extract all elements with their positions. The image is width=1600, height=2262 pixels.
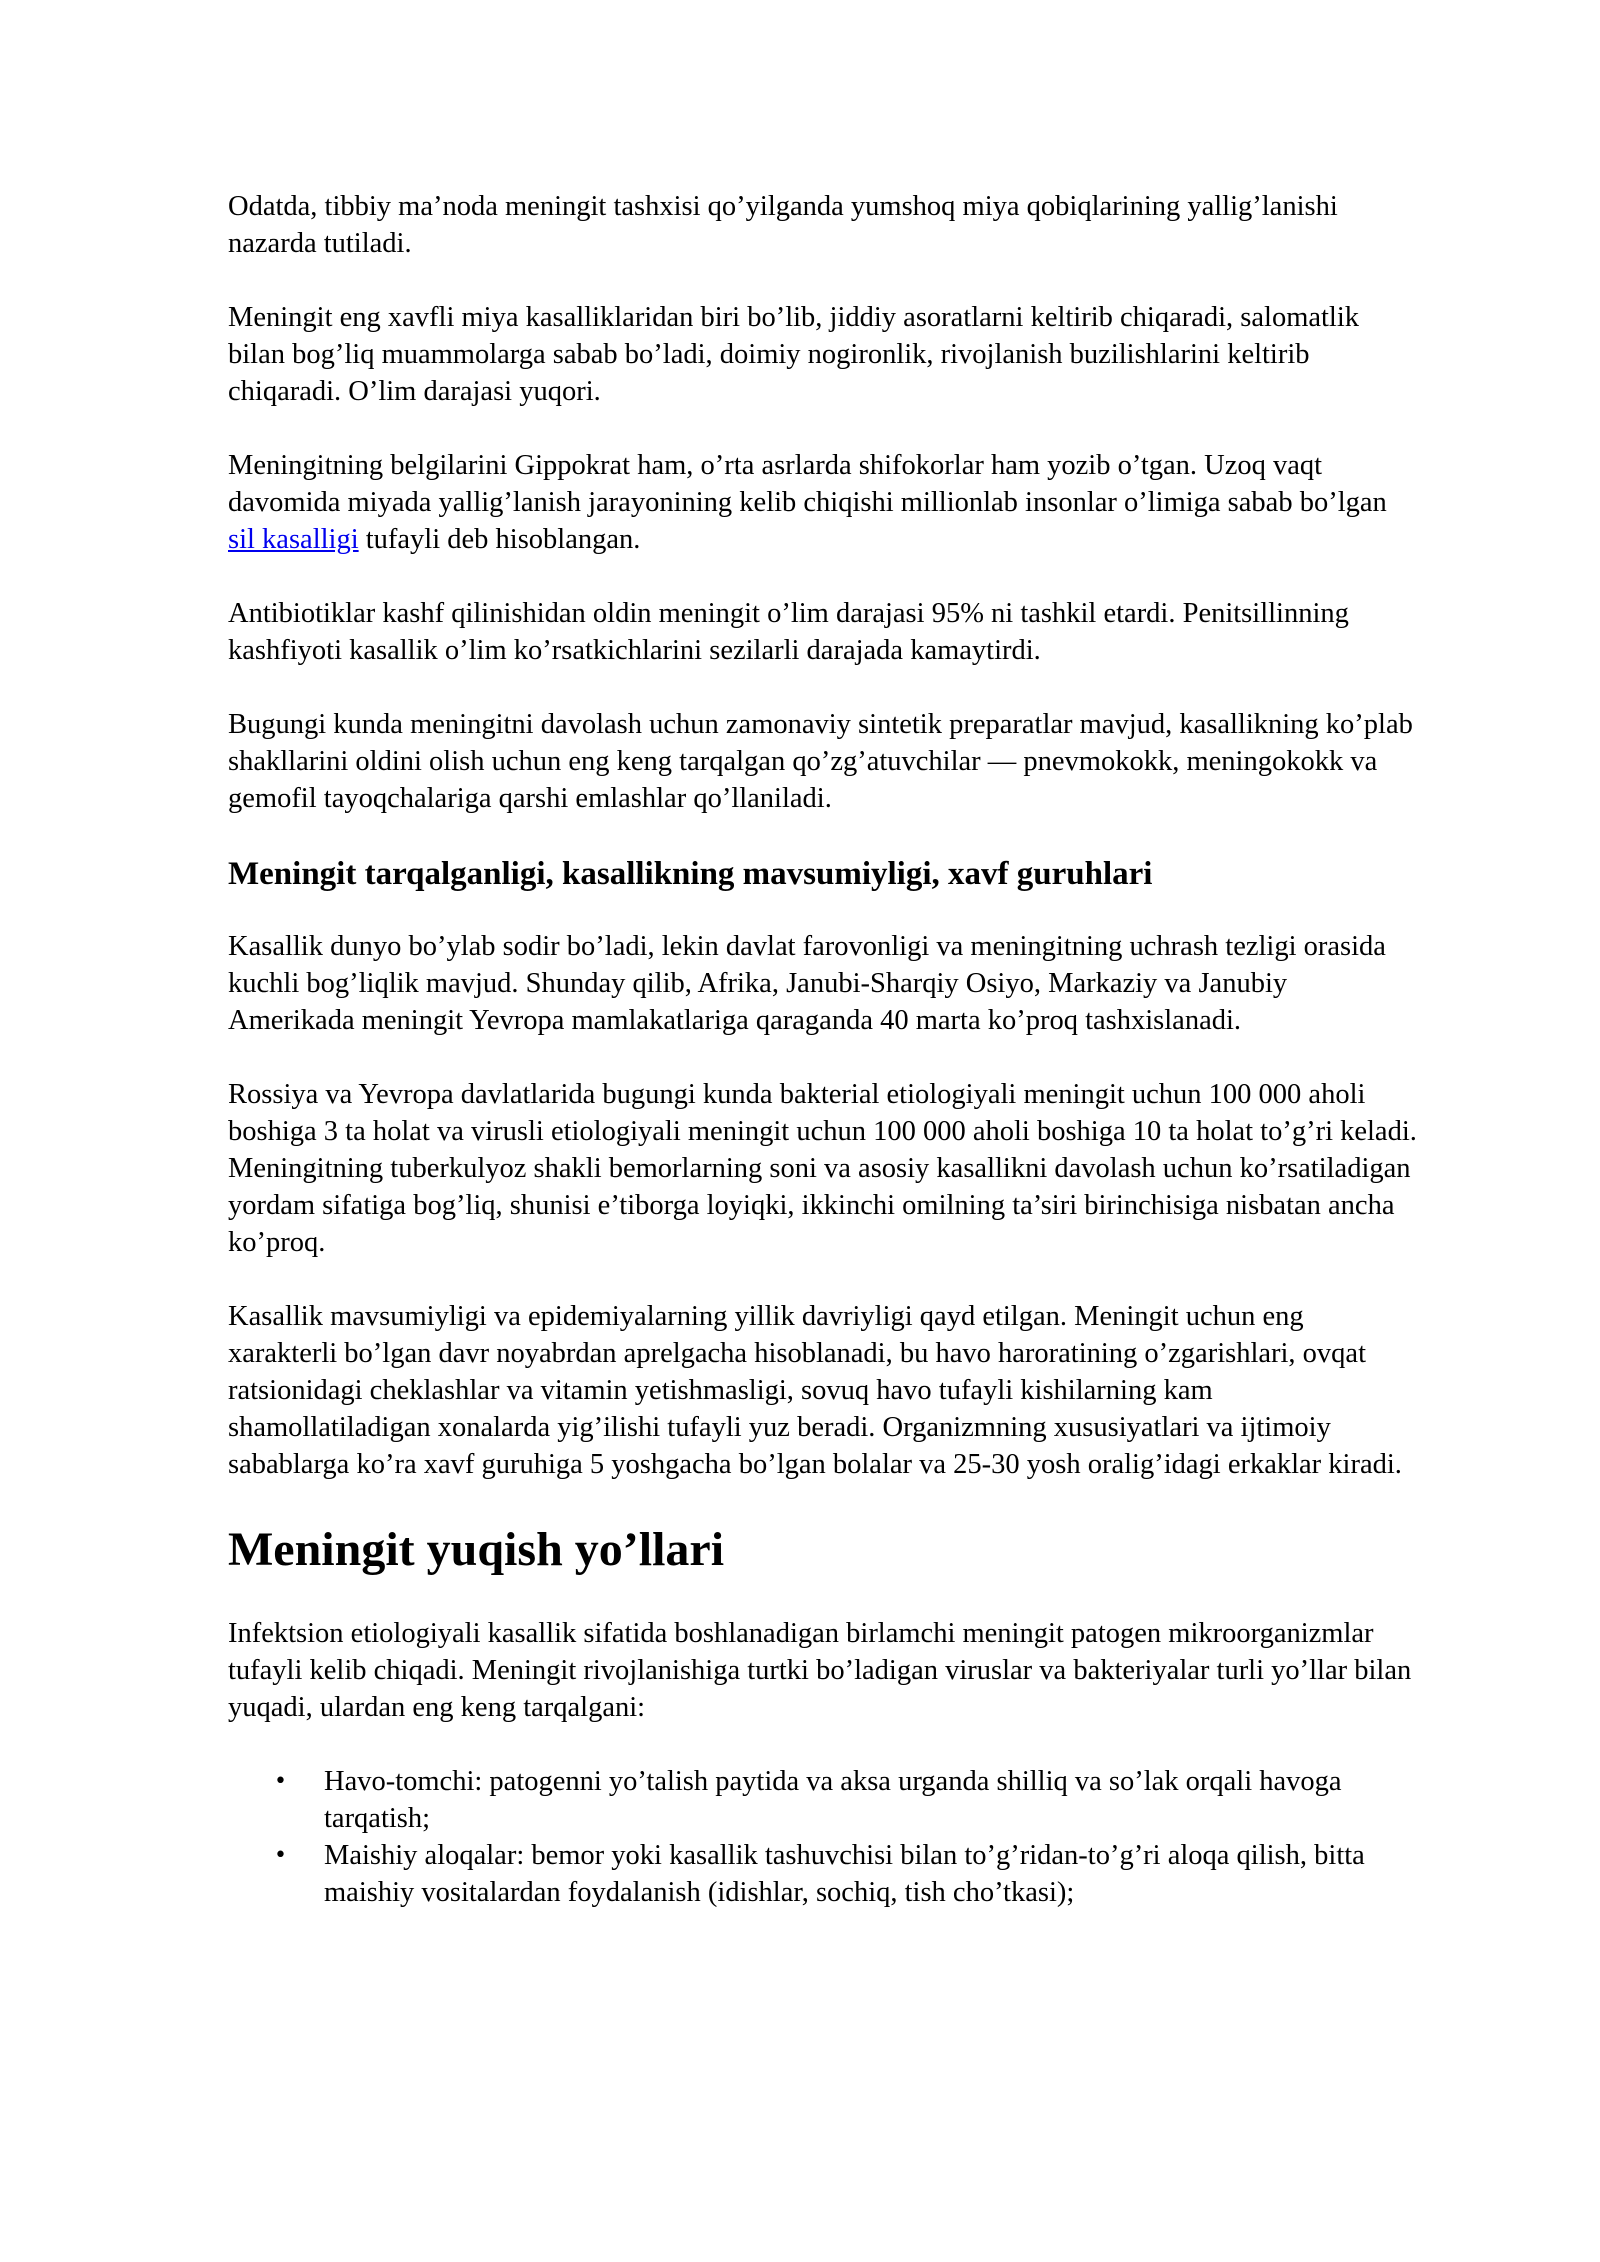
paragraph: Bugungi kunda meningitni davolash uchun zamonaviy sintetik preparatlar mavjud, kasallikning ko’plab shakllarini oldini olish uchun eng keng tarqalgan qo’zg’atuvchilar — pnevmokokk, meningokokk va gemofil tayoqchalariga qarshi emlashlar qo’llaniladi. <box>228 709 1413 814</box>
paragraph: Kasallik mavsumiyligi va epidemiyalarning yillik davriyligi qayd etilgan. Meningit uchun eng xarakterli bo’lgan davr noyabrdan aprelgacha hisoblanadi, bu havo haroratining o’zgarishlari, ovqat ratsionidagi cheklashlar va vitamin yetishmasligi, sovuq havo tufayli kishilarning kam shamollatiladigan xonalarda yig’ilishi tufayli yuz beradi. Organizmning xususiyatlari va ijtimoiy sabablarga ko’ra xavf guruhiga 5 yoshgacha bo’lgan bolalar va 25-30 yosh oralig’idagi erkaklar kiradi. <box>228 1301 1402 1480</box>
sil-kasalligi-link[interactable]: sil kasalligi <box>228 524 359 555</box>
bullet-icon: • <box>274 1769 287 1794</box>
paragraph: Kasallik dunyo bo’ylab sodir bo’ladi, lekin davlat farovonligi va meningitning uchrash tezligi orasida kuchli bog’liqlik mavjud. Shunday qilib, Afrika, Janubi-Sharqiy Osiyo, Markaziy va Janubiy Amerikada meningit Yevropa mamlakatlariga qaraganda 40 marta ko’proq tashxislanadi. <box>228 931 1386 1036</box>
section-subheading: Meningit tarqalganligi, kasallikning mavsumiyligi, xavf guruhlari <box>228 856 1153 892</box>
list-item-text: Havo-tomchi: patogenni yo’talish paytida va aksa urganda shilliq va so’lak orqali havoga tarqatish; <box>324 1766 1342 1834</box>
paragraph-text: Meningitning belgilarini Gippokrat ham, o’rta asrlarda shifokorlar ham yozib o’tgan. Uzoq vaqt davomida miyada yallig’lanish jarayonining kelib chiqishi millionlab insonlar o’limiga sabab bo’lgan <box>228 450 1387 518</box>
section-heading: Meningit yuqish yo’llari <box>228 1523 725 1576</box>
paragraph-text: tufayli deb hisoblangan. <box>358 524 641 555</box>
list-item <box>228 1763 1418 1837</box>
list-item-text: Maishiy aloqalar: bemor yoki kasallik tashuvchisi bilan to’g’ridan-to’g’ri aloqa qilish, bitta maishiy vositalardan foydalanish (idishlar, sochiq, tish cho’tkasi); <box>324 1840 1365 1908</box>
intro-paragraph: Infektsion etiologiyali kasallik sifatida boshlanadigan birlamchi meningit patogen mikroorganizmlar tufayli kelib chiqadi. Meningit rivojlanishiga turtki bo’ladigan viruslar va bakteriyalar turli yo’llar bilan yuqadi, ulardan eng keng tarqalgani: <box>228 1618 1412 1723</box>
paragraph <box>228 447 1418 558</box>
paragraph: Odatda, tibbiy ma’noda meningit tashxisi qo’yilganda yumshoq miya qobiqlarining yallig’lanishi nazarda tutiladi. <box>228 191 1338 259</box>
list-item <box>228 1837 1418 1911</box>
paragraph: Meningit eng xavfli miya kasalliklaridan biri bo’lib, jiddiy asoratlarni keltirib chiqaradi, salomatlik bilan bog’liq muammolarga sabab bo’ladi, doimiy nogironlik, rivojlanish buzilishlarini keltirib chiqaradi. O’lim darajasi yuqori. <box>228 302 1360 407</box>
paragraph: Antibiotiklar kashf qilinishidan oldin meningit o’lim darajasi 95% ni tashkil etardi. Penitsillinning kashfiyoti kasallik o’lim ko’rsatkichlarini sezilarli darajada kamaytirdi. <box>228 598 1349 666</box>
document-page <box>228 188 1418 1911</box>
paragraph: Rossiya va Yevropa davlatlarida bugungi kunda bakterial etiologiyali meningit uchun 100 000 aholi boshiga 3 ta holat va virusli etiologiyali meningit uchun 100 000 aholi boshiga 10 ta holat to’g’ri keladi. Meningitning tuberkulyoz shakli bemorlarning soni va asosiy kasallikni davolash uchun ko’rsatiladigan yordam sifatiga bog’liq, shunisi e’tiborga loyiqki, ikkinchi omilning ta’siri birinchisiga nisbatan ancha ko’proq. <box>228 1079 1417 1258</box>
transmission-list <box>228 1763 1418 1911</box>
bullet-icon: • <box>274 1843 287 1868</box>
